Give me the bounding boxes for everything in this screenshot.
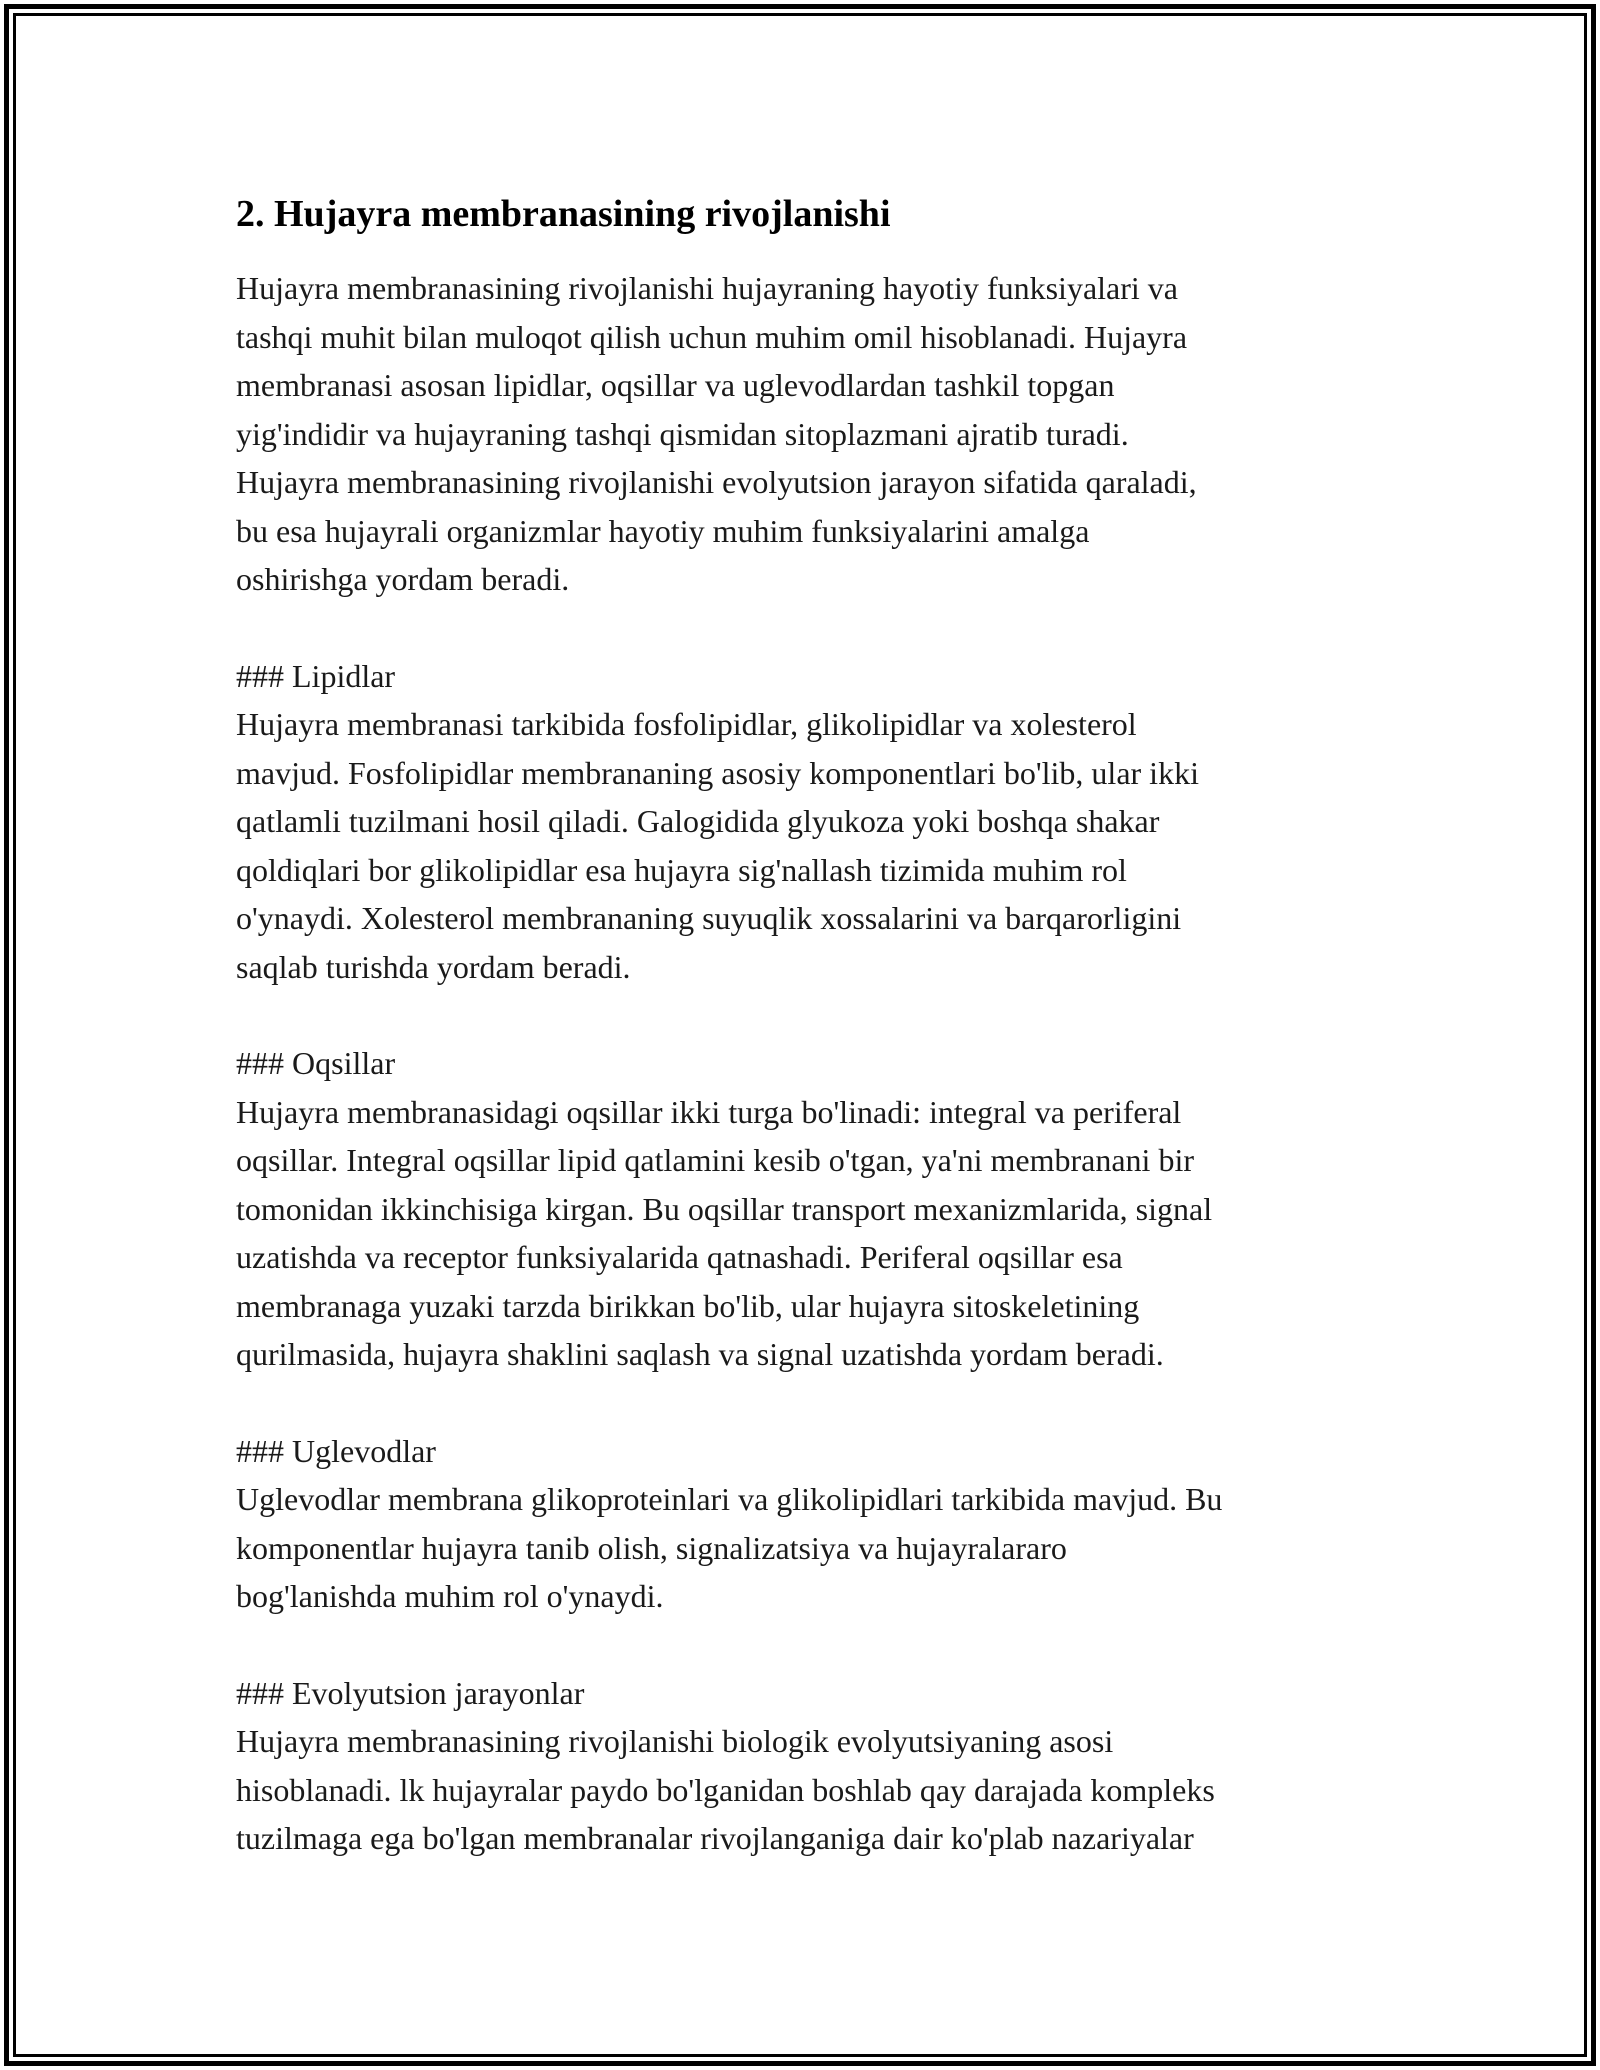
paragraph-line: qatlamli tuzilmani hosil qiladi. Galogidida glyukoza yoki boshqa shakar [236, 803, 1160, 839]
paragraph-line: membranaga yuzaki tarzda birikkan bo'lib, ular hujayra sitoskeletining [236, 1287, 1140, 1324]
intro-section [236, 264, 1386, 604]
section-evolyutsion-jarayonlar [236, 1669, 1386, 1863]
paragraph-line: Hujayra membranasidagi oqsillar ikki turga bo'linadi: integral va periferal [236, 1093, 1182, 1130]
section-paragraph [236, 700, 1386, 991]
paragraph-line: Hujayra membranasining rivojlanishi biologik evolyutsiyaning asosi [236, 1723, 1114, 1759]
paragraph-line: oqsillar. Integral oqsillar lipid qatlamini kesib o'tgan, ya'ni membranani bir [236, 1142, 1194, 1178]
section-uglevodlar [236, 1427, 1386, 1621]
intro-paragraph [236, 264, 1386, 604]
paragraph-line: qurilmasida, hujayra shaklini saqlash va signal uzatishda yordam beradi. [236, 1336, 1164, 1372]
document-body [236, 188, 1386, 1911]
paragraph-line: tuzilmaga ega bo'lgan membranalar rivojlanganiga dair ko'plab nazariyalar [236, 1820, 1194, 1856]
section-heading: ### Oqsillar [236, 1045, 396, 1081]
paragraph-line: mavjud. Fosfolipidlar membrananing asosiy komponentlari bo'lib, ular ikki [236, 754, 1199, 791]
paragraph-line: Hujayra membranasining rivojlanishi hujayraning hayotiy funksiyalari va [236, 270, 1178, 306]
paragraph-line: Hujayra membranasining rivojlanishi evolyutsion jarayon sifatida qaraladi, [236, 464, 1197, 500]
paragraph-line: o'ynaydi. Xolesterol membrananing suyuqlik xossalarini va barqarorligini [236, 900, 1182, 936]
paragraph-line: qoldiqlari bor glikolipidlar esa hujayra sig'nallash tizimida muhim rol [236, 851, 1127, 888]
section-paragraph [236, 1717, 1386, 1863]
section-oqsillar [236, 1039, 1386, 1379]
paragraph-line: komponentlar hujayra tanib olish, signalizatsiya va hujayralararo [236, 1529, 1067, 1566]
paragraph-line: bog'lanishda muhim rol o'ynaydi. [236, 1578, 664, 1614]
section-paragraph [236, 1088, 1386, 1379]
section-heading: ### Lipidlar [236, 657, 396, 694]
paragraph-line: Uglevodlar membrana glikoproteinlari va glikolipidlari tarkibida mavjud. Bu [236, 1481, 1223, 1517]
section-heading: ### Evolyutsion jarayonlar [236, 1674, 585, 1711]
section-paragraph [236, 1475, 1386, 1621]
paragraph-line: tomonidan ikkinchisiga kirgan. Bu oqsillar transport mexanizmlarida, signal [236, 1190, 1213, 1227]
paragraph-line: saqlab turishda yordam beradi. [236, 948, 631, 985]
paragraph-line: oshirishga yordam beradi. [236, 561, 570, 597]
section-heading: ### Uglevodlar [236, 1432, 436, 1469]
paragraph-line: tashqi muhit bilan muloqot qilish uchun muhim omil hisoblanadi. Hujayra [236, 318, 1188, 355]
document-title: 2. Hujayra membranasining rivojlanishi [236, 193, 891, 235]
paragraph-line: hisoblanadi. lk hujayralar paydo bo'lganidan boshlab qay darajada kompleks [236, 1771, 1215, 1808]
paragraph-line: uzatishda va receptor funksiyalarida qatnashadi. Periferal oqsillar esa [236, 1239, 1123, 1275]
paragraph-line: bu esa hujayrali organizmlar hayotiy muhim funksiyalarini amalga [236, 512, 1090, 549]
paragraph-line: Hujayra membranasi tarkibida fosfolipidlar, glikolipidlar va xolesterol [236, 706, 1137, 742]
section-lipidlar [236, 652, 1386, 992]
paragraph-line: membranasi asosan lipidlar, oqsillar va uglevodlardan tashkil topgan [236, 367, 1115, 403]
paragraph-line: yig'indidir va hujayraning tashqi qismidan sitoplazmani ajratib turadi. [236, 415, 1129, 452]
